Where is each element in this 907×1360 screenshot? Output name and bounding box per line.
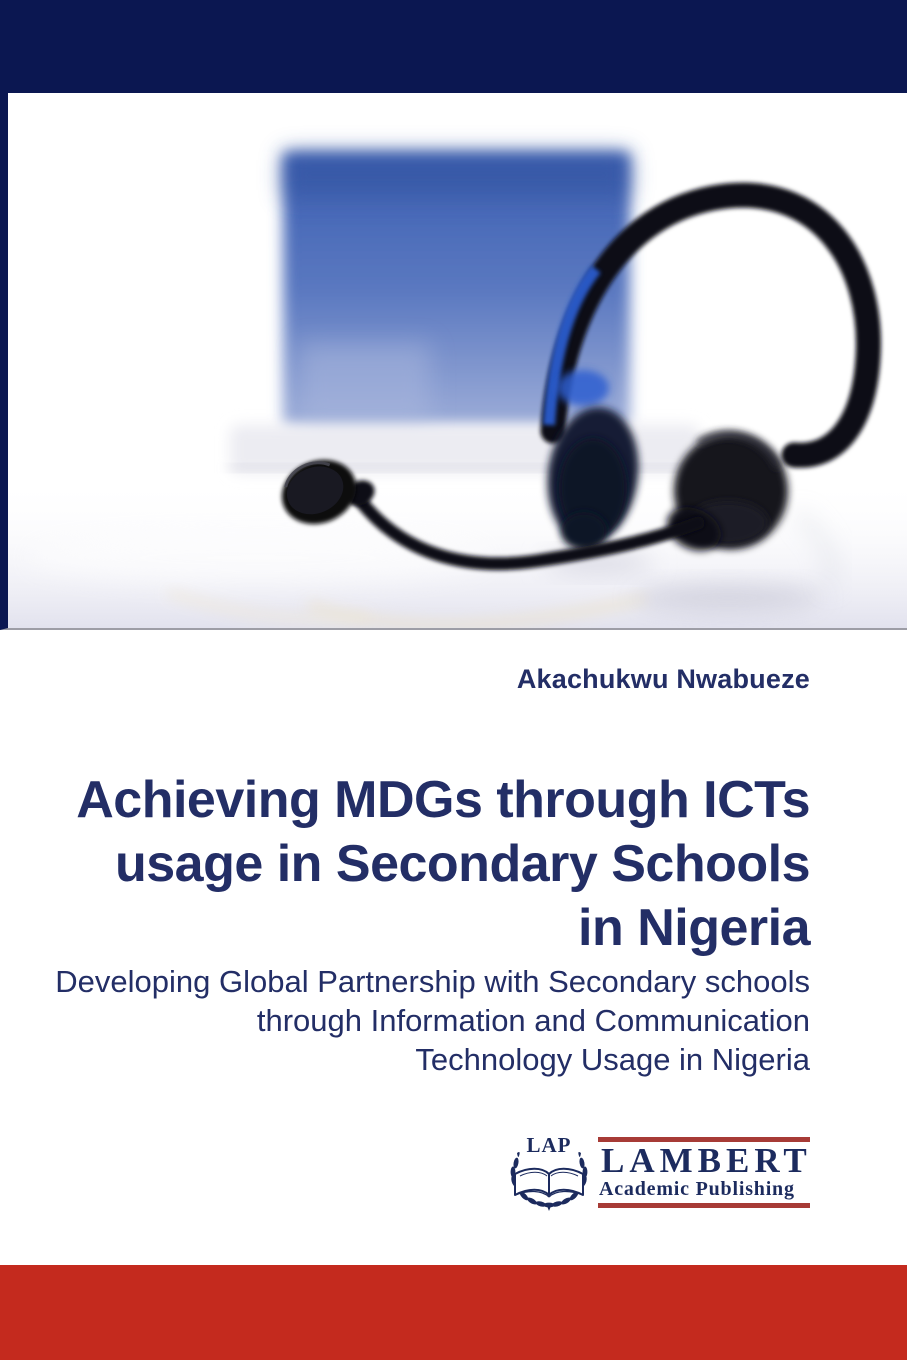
publisher-logo [504, 1132, 810, 1212]
subtitle-line-3: Technology Usage in Nigeria [415, 1042, 810, 1077]
book-title [76, 768, 810, 960]
title-line-1: Achieving MDGs through ICTs [76, 771, 810, 829]
subtitle-line-2: through Information and Communication [256, 1003, 810, 1038]
open-book-icon [515, 1169, 583, 1197]
subtitle-line-1: Developing Global Partnership with Secondary schools [55, 964, 810, 999]
title-line-3: in Nigeria [578, 899, 810, 957]
author-name: Akachukwu Nwabueze [516, 664, 810, 694]
publisher-tagline: Academic Publishing [599, 1177, 795, 1200]
laptop-headset-illustration [8, 93, 907, 628]
book-subtitle [55, 962, 810, 1079]
logo-red-bar-bottom [598, 1203, 810, 1208]
publisher-name: LAMBERT [601, 1140, 812, 1180]
lap-emblem-text: LAP [526, 1133, 572, 1157]
publisher-wordmark [598, 1137, 810, 1208]
title-line-2: usage in Secondary Schools [115, 835, 810, 893]
cover-photo [0, 93, 907, 630]
lap-emblem-icon [504, 1132, 594, 1212]
bottom-red-band [0, 1265, 907, 1360]
top-navy-band [0, 0, 907, 93]
